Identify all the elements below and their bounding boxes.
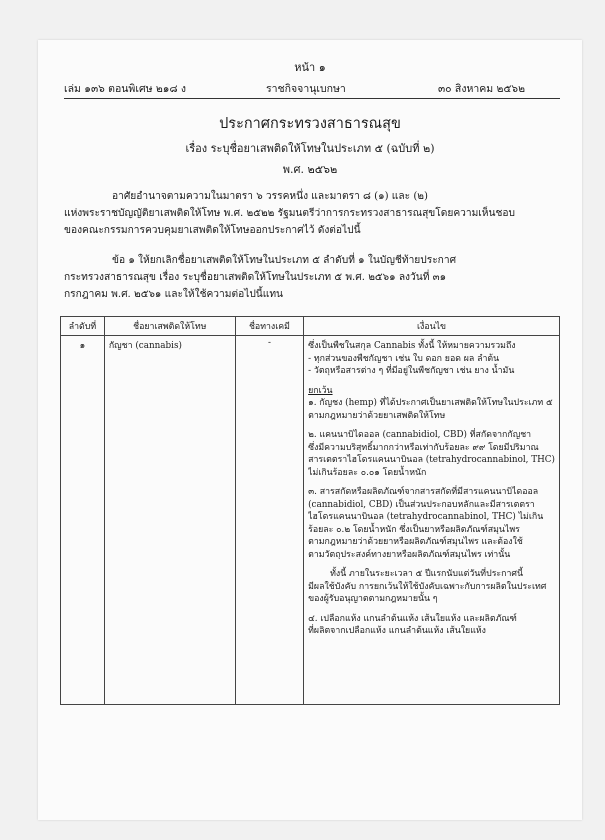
- preamble-line: อาศัยอำนาจตามความในมาตรา ๖ วรรคหนึ่ง และมาตรา ๘ (๑) และ (๒): [112, 191, 428, 202]
- gazette-name: ราชกิจจานุเบกษา: [266, 83, 346, 95]
- cell-name: กัญชา (cannabis): [104, 336, 235, 705]
- preamble-line: แห่งพระราชบัญญัติยาเสพติดให้โทษ พ.ศ. ๒๕๒๒ รัฐมนตรีว่าการกระทรวงสาธารณสุขโดยความเห็นชอบ: [64, 208, 515, 219]
- exception-3: ตามกฎหมายว่าด้วยยาหรือผลิตภัณฑ์สมุนไพร และต้องใช้: [308, 537, 523, 547]
- announcement-year: พ.ศ. ๒๕๖๒: [282, 163, 338, 176]
- preamble-line: ของคณะกรรมการควบคุมยาเสพติดให้โทษออกประกาศไว้ ดังต่อไปนี้: [64, 225, 361, 236]
- table-header-row: [61, 317, 560, 336]
- narcotics-table: [60, 316, 560, 705]
- table-row: [61, 336, 560, 705]
- gazette-date: ๓๐ สิงหาคม ๒๕๖๒: [438, 83, 526, 95]
- gazette-page: [38, 40, 582, 820]
- exception-note: มีผลใช้บังคับ การยกเว้นให้ใช้บังคับเฉพาะกับการผลิตในประเทศ: [308, 581, 547, 591]
- page-number: หน้า ๑: [294, 61, 326, 74]
- exception-3: ๓. สารสกัดหรือผลิตภัณฑ์จากสารสกัดที่มีสารแคนนาบิไดออล: [308, 487, 539, 497]
- condition-include: - วัตถุหรือสารต่าง ๆ ที่มีอยู่ในพืชกัญชา เช่น ยาง น้ำมัน: [308, 366, 515, 376]
- col-header-conditions: เงื่อนไข: [304, 317, 560, 336]
- clause-line: กรกฎาคม พ.ศ. ๒๕๖๑ และให้ใช้ความต่อไปนี้แทน: [64, 289, 283, 300]
- announcement-title: ประกาศกระทรวงสาธารณสุข: [219, 116, 401, 132]
- exception-4: ๔. เปลือกแห้ง แกนลำต้นแห้ง เส้นใยแห้ง และผลิตภัณฑ์: [308, 613, 517, 623]
- announcement-subject: เรื่อง ระบุชื่อยาเสพติดให้โทษในประเภท ๕ (ฉบับที่ ๒): [185, 142, 435, 155]
- exception-2: ซึ่งมีความบริสุทธิ์มากกว่าหรือเท่ากับร้อยละ ๙๙ โดยมีปริมาณ: [308, 442, 539, 452]
- exception-2: สารเตตราไฮโดรแคนนาบินอล (tetrahydrocannabinol, THC): [308, 455, 555, 465]
- col-header-chemical: ชื่อทางเคมี: [235, 317, 303, 336]
- exception-note: ทั้งนี้ ภายในระยะเวลา ๕ ปีแรกนับแต่วันที่ประกาศนี้: [330, 569, 524, 579]
- preamble-paragraph: [64, 188, 560, 239]
- exception-1: ตามกฎหมายว่าด้วยยาเสพติดให้โทษ: [308, 410, 446, 420]
- exception-3: ร้อยละ ๐.๒ โดยน้ำหนัก ซึ่งเป็นยาหรือผลิตภัณฑ์สมุนไพร: [308, 524, 520, 534]
- col-header-no: ลำดับที่: [61, 317, 105, 336]
- header-divider: [64, 98, 560, 99]
- exception-4: ที่ผลิตจากเปลือกแห้ง แกนลำต้นแห้ง เส้นใยแห้ง: [308, 626, 486, 636]
- exception-2: ๒. แคนนาบิไดออล (cannabidiol, CBD) ที่สกัดจากกัญชา: [308, 430, 532, 440]
- exception-2: ไม่เกินร้อยละ ๐.๐๑ โดยน้ำหนัก: [308, 467, 427, 477]
- clause-line: กระทรวงสาธารณสุข เรื่อง ระบุชื่อยาเสพติดให้โทษในประเภท ๕ พ.ศ. ๒๕๖๑ ลงวันที่ ๓๑: [64, 272, 447, 283]
- cell-chemical: -: [235, 336, 303, 705]
- clause-1-paragraph: [64, 252, 560, 303]
- exception-3: ตามวัตถุประสงค์ทางยาหรือผลิตภัณฑ์สมุนไพร เท่านั้น: [308, 549, 511, 559]
- gazette-volume: เล่ม ๑๓๖ ตอนพิเศษ ๒๑๘ ง: [64, 83, 187, 95]
- exception-3: (cannabidiol, CBD) เป็นส่วนประกอบหลักและมีสารเตตรา: [308, 499, 535, 509]
- clause-line: ข้อ ๑ ให้ยกเลิกชื่อยาเสพติดให้โทษในประเภท ๕ ลำดับที่ ๑ ในบัญชีท้ายประกาศ: [112, 255, 457, 266]
- condition-intro: ซึ่งเป็นพืชในสกุล Cannabis ทั้งนี้ ให้หมายความรวมถึง: [308, 341, 516, 351]
- condition-include: - ทุกส่วนของพืชกัญชา เช่น ใบ ดอก ยอด ผล ลำต้น: [308, 353, 500, 363]
- exception-3: ไฮโดรแคนนาบินอล (tetrahydrocannabinol, THC) ไม่เกิน: [308, 512, 544, 522]
- exception-heading: ยกเว้น: [308, 385, 333, 395]
- exception-1: ๑. กัญชง (hemp) ที่ได้ประกาศเป็นยาเสพติดให้โทษในประเภท ๕: [308, 398, 553, 408]
- col-header-name: ชื่อยาเสพติดให้โทษ: [104, 317, 235, 336]
- cell-no: ๑: [61, 336, 105, 705]
- exception-note: ของผู้รับอนุญาตตามกฎหมายนั้น ๆ: [308, 594, 438, 604]
- cell-conditions: [304, 336, 560, 705]
